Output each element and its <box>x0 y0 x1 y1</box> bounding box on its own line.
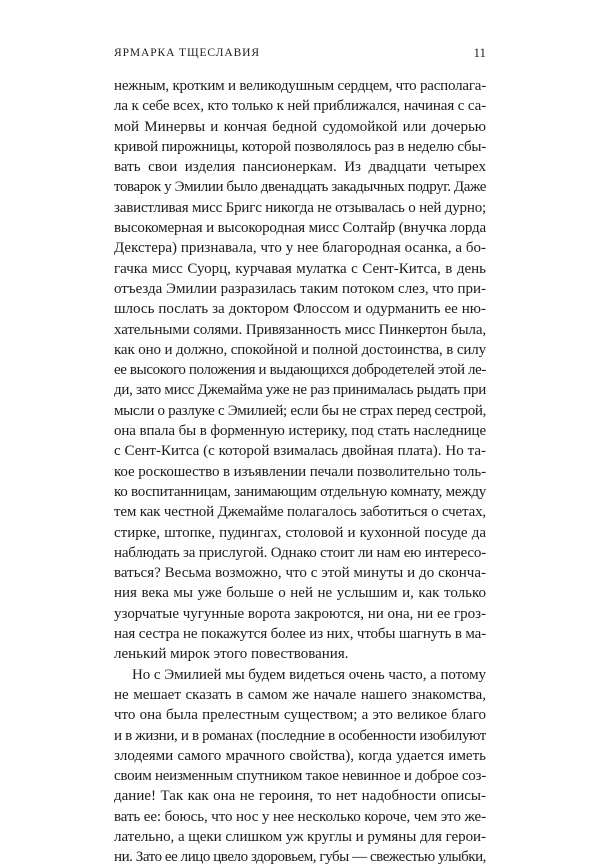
text-line: ная сестра не покажутся более из них, чтобы шагнуть в ма- <box>114 626 486 643</box>
text-line: ленький мирок этого повествования. <box>114 646 349 663</box>
text-line: стирке, штопке, пудингах, столовой и кухонной посуде да <box>114 524 486 541</box>
text-line: кое роскошество в изъявлении печали позволительно толь- <box>114 463 486 480</box>
text-line: злодеями самого мрачного свойства), когда удается иметь <box>114 747 486 764</box>
text-line: ее высокого положения и выдающихся добродетелей этой ле- <box>114 362 486 379</box>
body-text <box>114 76 486 868</box>
text-line: ния века мы уже больше о ней не услышим и, как только <box>114 585 486 602</box>
text-line: шлось послать за доктором Флоссом и одурманить ее ню- <box>114 301 486 318</box>
text-line: дание! Так как она не героиня, то нет надобности описы- <box>114 788 486 805</box>
text-line: Декстера) признавала, что у нее благородная осанка, а бо- <box>114 240 486 257</box>
text-line: Но с Эмилией мы будем видеться очень часто, а потому <box>132 666 486 683</box>
text-line: своим неизменным спутником такое невинное и доброе соз- <box>114 768 486 785</box>
text-line: гачка мисс Суорц, курчавая мулатка с Сент-Китса, в день <box>114 260 486 277</box>
text-line: нежным, кротким и великодушным сердцем, что располага- <box>114 78 486 94</box>
text-line: узорчатые чугунные ворота закроются, ни она, ни ее гроз- <box>114 605 486 622</box>
page-number: 11 <box>473 45 486 60</box>
text-line: что она была прелестным существом; а это великое благо <box>114 707 486 724</box>
text-line: ко воспитанницам, занимающим отдельную комнату, между <box>114 483 487 500</box>
text-line: с Сент-Китса (с которой взималась двойная плата). Но та- <box>114 443 486 460</box>
text-line: ни. Зато ее лицо цвело здоровьем, губы — свежестью улыбки, <box>114 849 486 866</box>
running-title: ЯРМАРКА ТЩЕСЛАВИЯ <box>114 47 260 59</box>
text-line: мысли о разлуке с Эмилией; если бы не страх перед сестрой, <box>114 402 487 419</box>
text-line: и в жизни, и в романах (последние в особенности изобилуют <box>114 727 487 744</box>
text-line: ла к себе всех, кто только к ней приближался, начиная с са- <box>114 98 487 115</box>
text-line: она впала бы в форменную истерику, под стать наследнице <box>114 423 487 440</box>
text-line: ваться? Весьма возможно, что с этой минуты и до сконча- <box>114 565 486 582</box>
text-line: хательными солями. Привязанность мисс Пинкертон была, <box>114 321 487 338</box>
text-line: высокомерная и высокородная мисс Солтайр (внучка лорда <box>114 220 487 237</box>
text-line: вать свои изделия пансионеркам. Из двадцати четырех <box>114 159 486 176</box>
text-line: мой Минервы и кончая бедной судомойкой или дочерью <box>114 118 486 135</box>
text-line: наблюдать за прислугой. Однако стоит ли нам ею интересо- <box>114 544 487 561</box>
text-line: завистливая мисс Бригс никогда не отзывалась о ней дурно; <box>114 199 486 216</box>
text-line: не мешает сказать в самом же начале нашего знакомства, <box>114 686 486 703</box>
text-line: ди, зато мисс Джемайма уже не раз принималась рыдать при <box>114 382 487 399</box>
text-line: вать ее: боюсь, что нос у нее несколько короче, чем это же- <box>114 808 487 825</box>
running-header <box>114 44 486 62</box>
text-line: кривой пирожницы, которой позволялось раз в неделю сбы- <box>114 138 486 155</box>
text-line: лательно, а щеки слишком уж круглы и румяны для герои- <box>114 828 487 845</box>
text-line: тем как честной Джемайме полагалось заботиться о счетах, <box>114 504 486 521</box>
text-line: как оно и должно, спокойной и полной достоинства, в силу <box>114 341 487 358</box>
text-line: отъезда Эмилии разразилась таким потоком слез, что при- <box>114 280 486 297</box>
text-line: товарок у Эмилии было двенадцать закадычных подруг. Даже <box>114 179 486 196</box>
